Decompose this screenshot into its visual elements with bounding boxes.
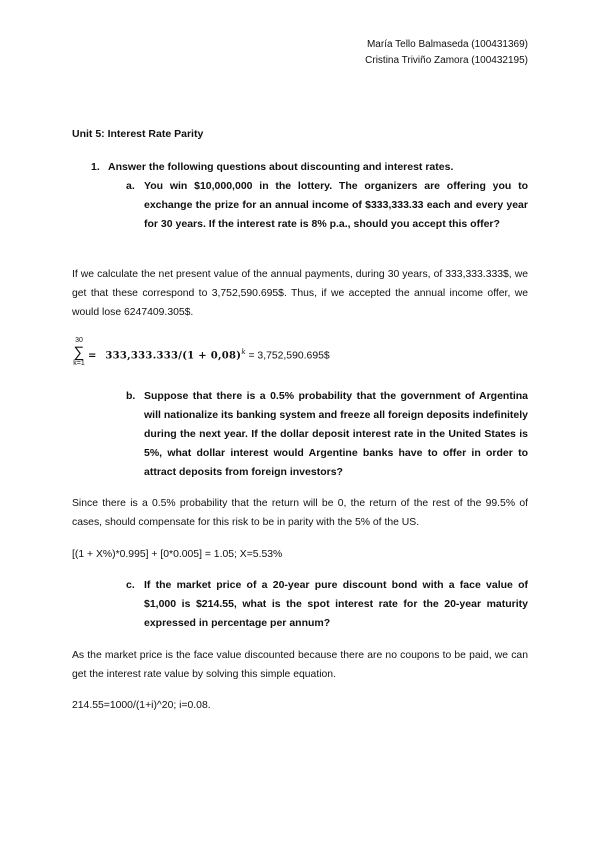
formula-exponent: k	[241, 348, 246, 356]
part-b-label: b.	[126, 390, 136, 402]
sigma-symbol: ∑	[73, 344, 85, 361]
author-header	[365, 37, 528, 68]
part-b-question-text: Suppose that there is a 0.5% probability that the government of Argentina will nationalize its banking system and freeze all foreign deposits indefinitely during the next year. If the dollar deposit interest rate in the United States is 5%, what dollar interest would Argentine banks have to offer in order to attract deposits from foreign investors?	[144, 390, 528, 478]
part-b-answer: Since there is a 0.5% probability that the return will be 0, the return of the rest of the 99.5% of cases, should compensate for this risk to be in parity with the 5% of the US.	[72, 498, 528, 528]
question-1-text: Answer the following questions about discounting and interest rates.	[108, 161, 454, 173]
part-c-question-text: If the market price of a 20-year pure discount bond with a face value of $1,000 is $214.55, what is the spot interest rate for the 20-year maturity expressed in percentage per annum?	[144, 579, 528, 629]
part-c-equation: 214.55=1000/(1+i)^20; i=0.08.	[72, 700, 211, 711]
part-c-answer: As the market price is the face value discounted because there are no coupons to be paid, we can get the interest rate value by solving this simple equation.	[72, 650, 528, 680]
unit-title: Unit 5: Interest Rate Parity	[72, 128, 204, 140]
formula-equals: =	[88, 350, 97, 362]
part-a-answer: If we calculate the net present value of the annual payments, during 30 years, of 333,333.333$, we get that these correspond to 3,752,590.695$. Thus, if we accepted the annual income offer, we would lose 6247409.305$.	[72, 269, 528, 318]
formula-body	[88, 348, 330, 361]
author-1: María Tello Balmaseda (100431369)	[366, 39, 528, 50]
part-a-label: a.	[126, 180, 135, 192]
question-1-number: 1.	[91, 161, 100, 173]
formula-result: = 3,752,590.695$	[248, 350, 330, 362]
npv-formula	[72, 337, 528, 377]
question-1	[91, 161, 453, 173]
author-2: Cristina Triviño Zamora (100432195)	[365, 54, 528, 66]
sum-lower-limit: k=1	[73, 360, 85, 367]
part-b-equation: [(1 + X%)*0.995] + [0*0.005] = 1.05; X=5.53%	[72, 549, 283, 560]
part-a-question-text: You win $10,000,000 in the lottery. The organizers are offering you to exchange the prize for an annual income of $333,333.33 each and every year for 30 years. If the interest rate is 8% p.a., should you accept this offer?	[144, 180, 528, 230]
part-c-label: c.	[126, 579, 135, 591]
sum-upper-limit: 30	[75, 337, 83, 344]
summation	[72, 337, 86, 368]
formula-expression: 333,333.333/(1 + 0,08)	[105, 350, 242, 362]
